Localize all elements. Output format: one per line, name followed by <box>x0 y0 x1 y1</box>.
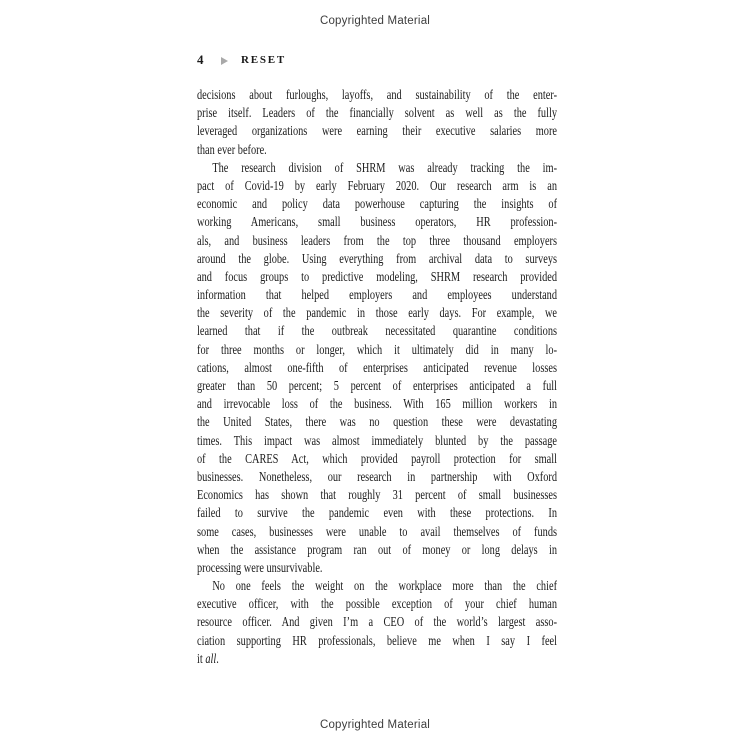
text-line: economic and policy data powerhouse capturing the insights of <box>197 196 558 212</box>
text-line: executive officer, with the possible exception of your chief human <box>197 596 558 612</box>
text-line: for three months or longer, which it ultimately did in many lo- <box>197 341 558 357</box>
text-line: decisions about furloughs, layoffs, and sustainability of the enter- <box>197 87 558 102</box>
text-line: the severity of the pandemic in those early days. For example, we <box>197 305 558 321</box>
text-line: and irrevocable loss of the business. With 165 million workers in <box>197 396 558 412</box>
text-line: greater than 50 percent; 5 percent of enterprises anticipated a full <box>197 378 558 393</box>
text-line: information that helped employers and employees understand <box>197 287 558 303</box>
text-line: Economics has shown that roughly 31 percent of small businesses <box>197 487 558 503</box>
text-line: learned that if the outbreak necessitated quarantine conditions <box>197 323 558 339</box>
text-line: resource officer. And given I’m a CEO of the world’s largest asso- <box>197 614 558 630</box>
text-line: failed to survive the pandemic even with these protections. In <box>197 505 558 521</box>
text-line: the United States, there was no question these were devastating <box>197 414 558 430</box>
text-line: businesses. Nonetheless, our research in partnership with Oxford <box>197 468 558 484</box>
text-line: processing were unsurvivable. <box>197 559 323 575</box>
text-line: working Americans, small business operators, HR profession- <box>197 214 558 230</box>
text-line: pact of Covid-19 by early February 2020. Our research arm is an <box>197 177 558 193</box>
text-line: than ever before. <box>197 141 267 157</box>
text-line: of the CARES Act, which provided payroll protection for small <box>197 450 558 466</box>
page-number: 4 <box>197 52 204 67</box>
running-head <box>197 52 557 68</box>
text-line: prise itself. Leaders of the financially solvent as well as the fully <box>197 105 558 121</box>
right-triangle-icon <box>221 57 228 65</box>
text-line-fragment: . <box>216 650 219 666</box>
text-line: No one feels the weight on the workplace more than the chief <box>212 578 558 594</box>
copyright-notice-bottom: Copyrighted Material <box>319 719 431 731</box>
text-line: and focus groups to predictive modeling, SHRM research provided <box>197 268 558 284</box>
book-title: RESET <box>241 54 287 66</box>
copyright-notice-top: Copyrighted Material <box>319 15 431 27</box>
text-line: when the assistance program ran out of money or long delays in <box>197 541 558 557</box>
text-line: als, and business leaders from the top three thousand employers <box>197 232 558 248</box>
text-line <box>197 650 557 668</box>
text-line: some cases, businesses were unable to avail themselves of funds <box>197 523 558 539</box>
text-line: cations, almost one-fifth of enterprises anticipated revenue losses <box>197 359 558 375</box>
body-text-column <box>197 86 557 668</box>
text-line: The research division of SHRM was already tracking the im- <box>212 159 558 175</box>
text-line-fragment: it <box>197 650 206 666</box>
text-line: times. This impact was almost immediately blunted by the passage <box>197 432 558 448</box>
italic-word: all <box>205 650 217 666</box>
text-line: ciation supporting HR professionals, believe me when I say I feel <box>197 632 558 648</box>
text-line: leveraged organizations were earning their executive salaries more <box>197 123 558 139</box>
text-line: around the globe. Using everything from archival data to surveys <box>197 250 558 266</box>
